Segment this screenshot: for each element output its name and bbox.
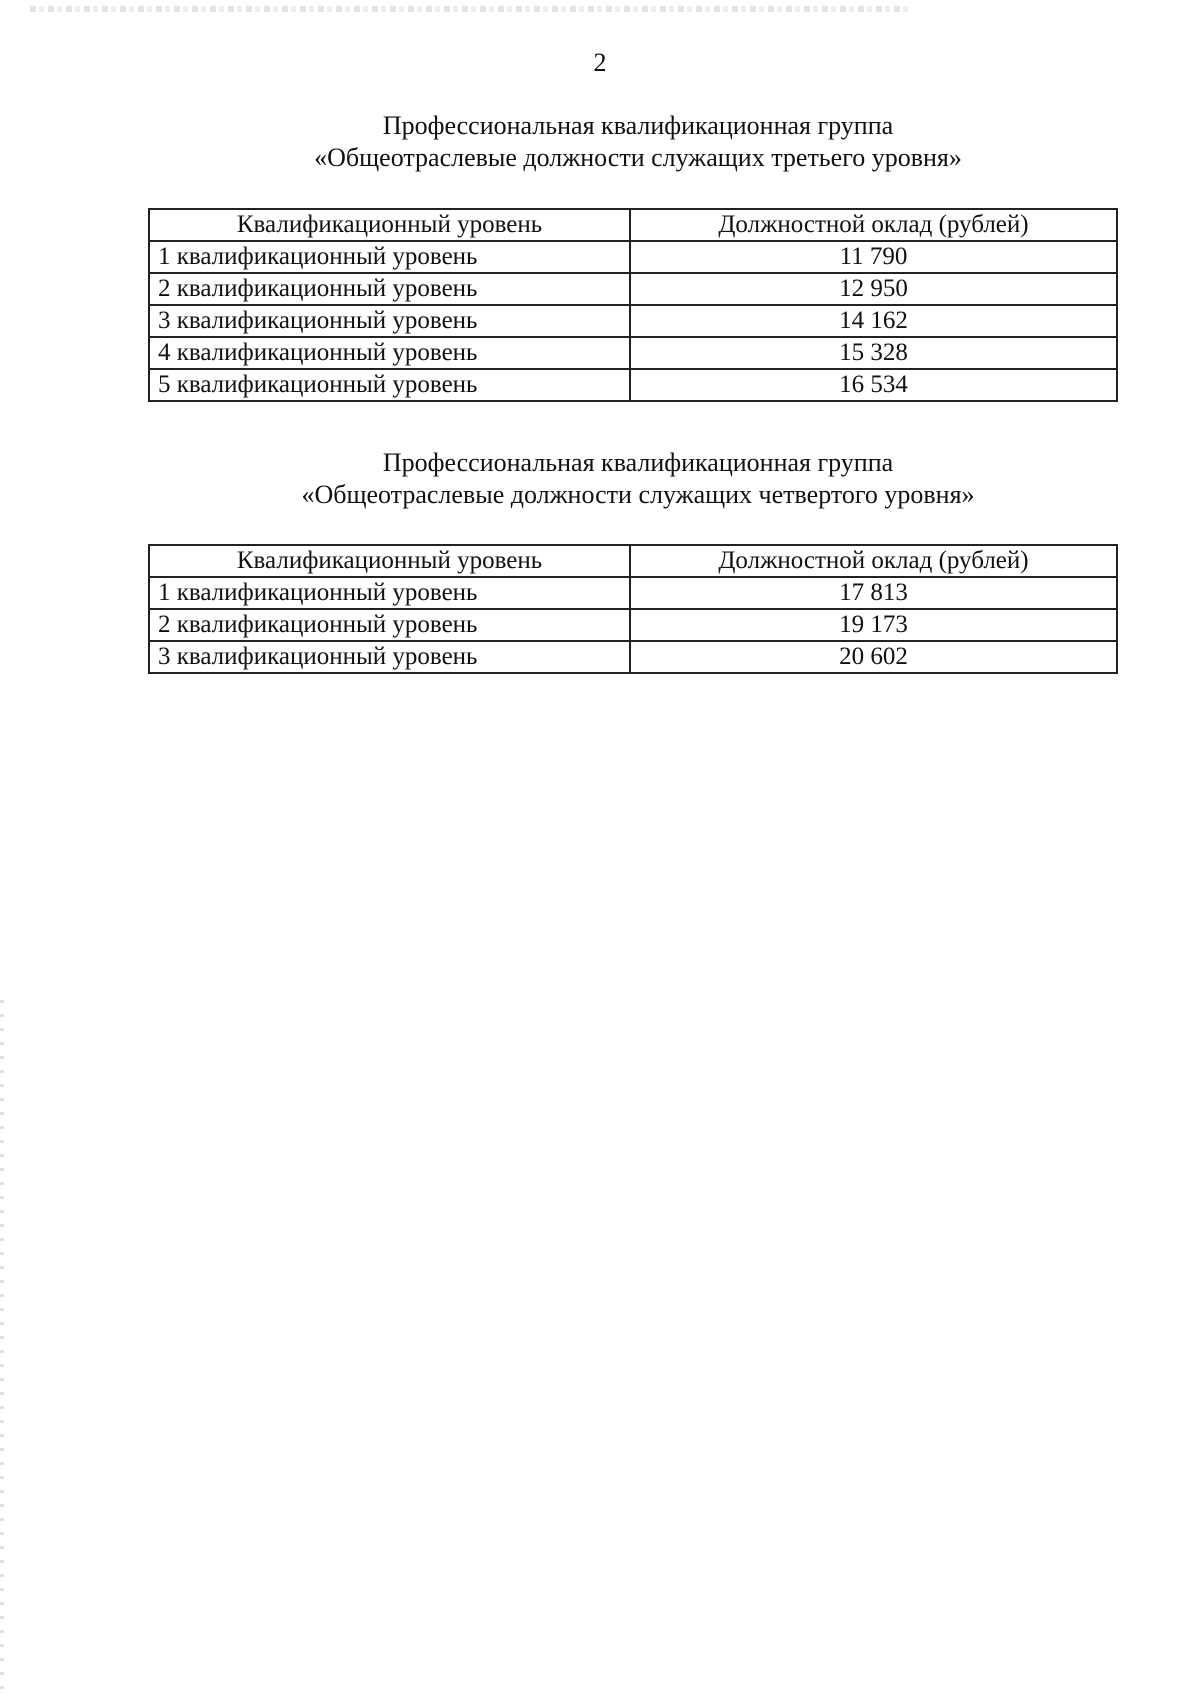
- cell-salary: 14 162: [630, 305, 1117, 337]
- table-row: [149, 241, 1117, 273]
- page-number: 2: [593, 48, 607, 77]
- cell-salary: 16 534: [630, 369, 1117, 401]
- table-row: [149, 273, 1117, 305]
- header-salary: Должностной оклад (рублей): [630, 209, 1117, 241]
- cell-salary: 11 790: [630, 241, 1117, 273]
- table-row: [149, 641, 1117, 673]
- cell-level: 3 квалификационный уровень: [149, 305, 630, 337]
- header-salary: Должностной оклад (рублей): [630, 545, 1117, 577]
- table-row: [149, 609, 1117, 641]
- cell-level: 4 квалификационный уровень: [149, 337, 630, 369]
- table-row: [149, 337, 1117, 369]
- section-title-line2: «Общеотраслевые должности служащих четвертого уровня»: [301, 480, 975, 509]
- section-title-line2: «Общеотраслевые должности служащих третьего уровня»: [314, 143, 962, 172]
- scan-edge-artifact: [30, 6, 910, 12]
- cell-level: 5 квалификационный уровень: [149, 369, 630, 401]
- salary-table-third-level: [148, 208, 1118, 402]
- table-header-row: [149, 545, 1117, 577]
- table-row: [149, 577, 1117, 609]
- cell-level: 1 квалификационный уровень: [149, 577, 630, 609]
- section-title-line1: Профессиональная квалификационная группа: [382, 111, 894, 140]
- cell-level: 2 квалификационный уровень: [149, 273, 630, 305]
- cell-salary: 12 950: [630, 273, 1117, 305]
- cell-level: 2 квалификационный уровень: [149, 609, 630, 641]
- cell-level: 1 квалификационный уровень: [149, 241, 630, 273]
- section-title-line1: Профессиональная квалификационная группа: [382, 448, 894, 477]
- table-row: [149, 305, 1117, 337]
- cell-salary: 20 602: [630, 641, 1117, 673]
- section-fourth-level: [0, 447, 1200, 511]
- cell-salary: 19 173: [630, 609, 1117, 641]
- cell-level: 3 квалификационный уровень: [149, 641, 630, 673]
- cell-salary: 17 813: [630, 577, 1117, 609]
- cell-salary: 15 328: [630, 337, 1117, 369]
- table-row: [149, 369, 1117, 401]
- left-margin-scan-marks: [0, 1000, 4, 1690]
- section-third-level: [0, 110, 1200, 174]
- header-qualification-level: Квалификационный уровень: [149, 209, 630, 241]
- salary-table-fourth-level: [148, 544, 1118, 674]
- table-header-row: [149, 209, 1117, 241]
- header-qualification-level: Квалификационный уровень: [149, 545, 630, 577]
